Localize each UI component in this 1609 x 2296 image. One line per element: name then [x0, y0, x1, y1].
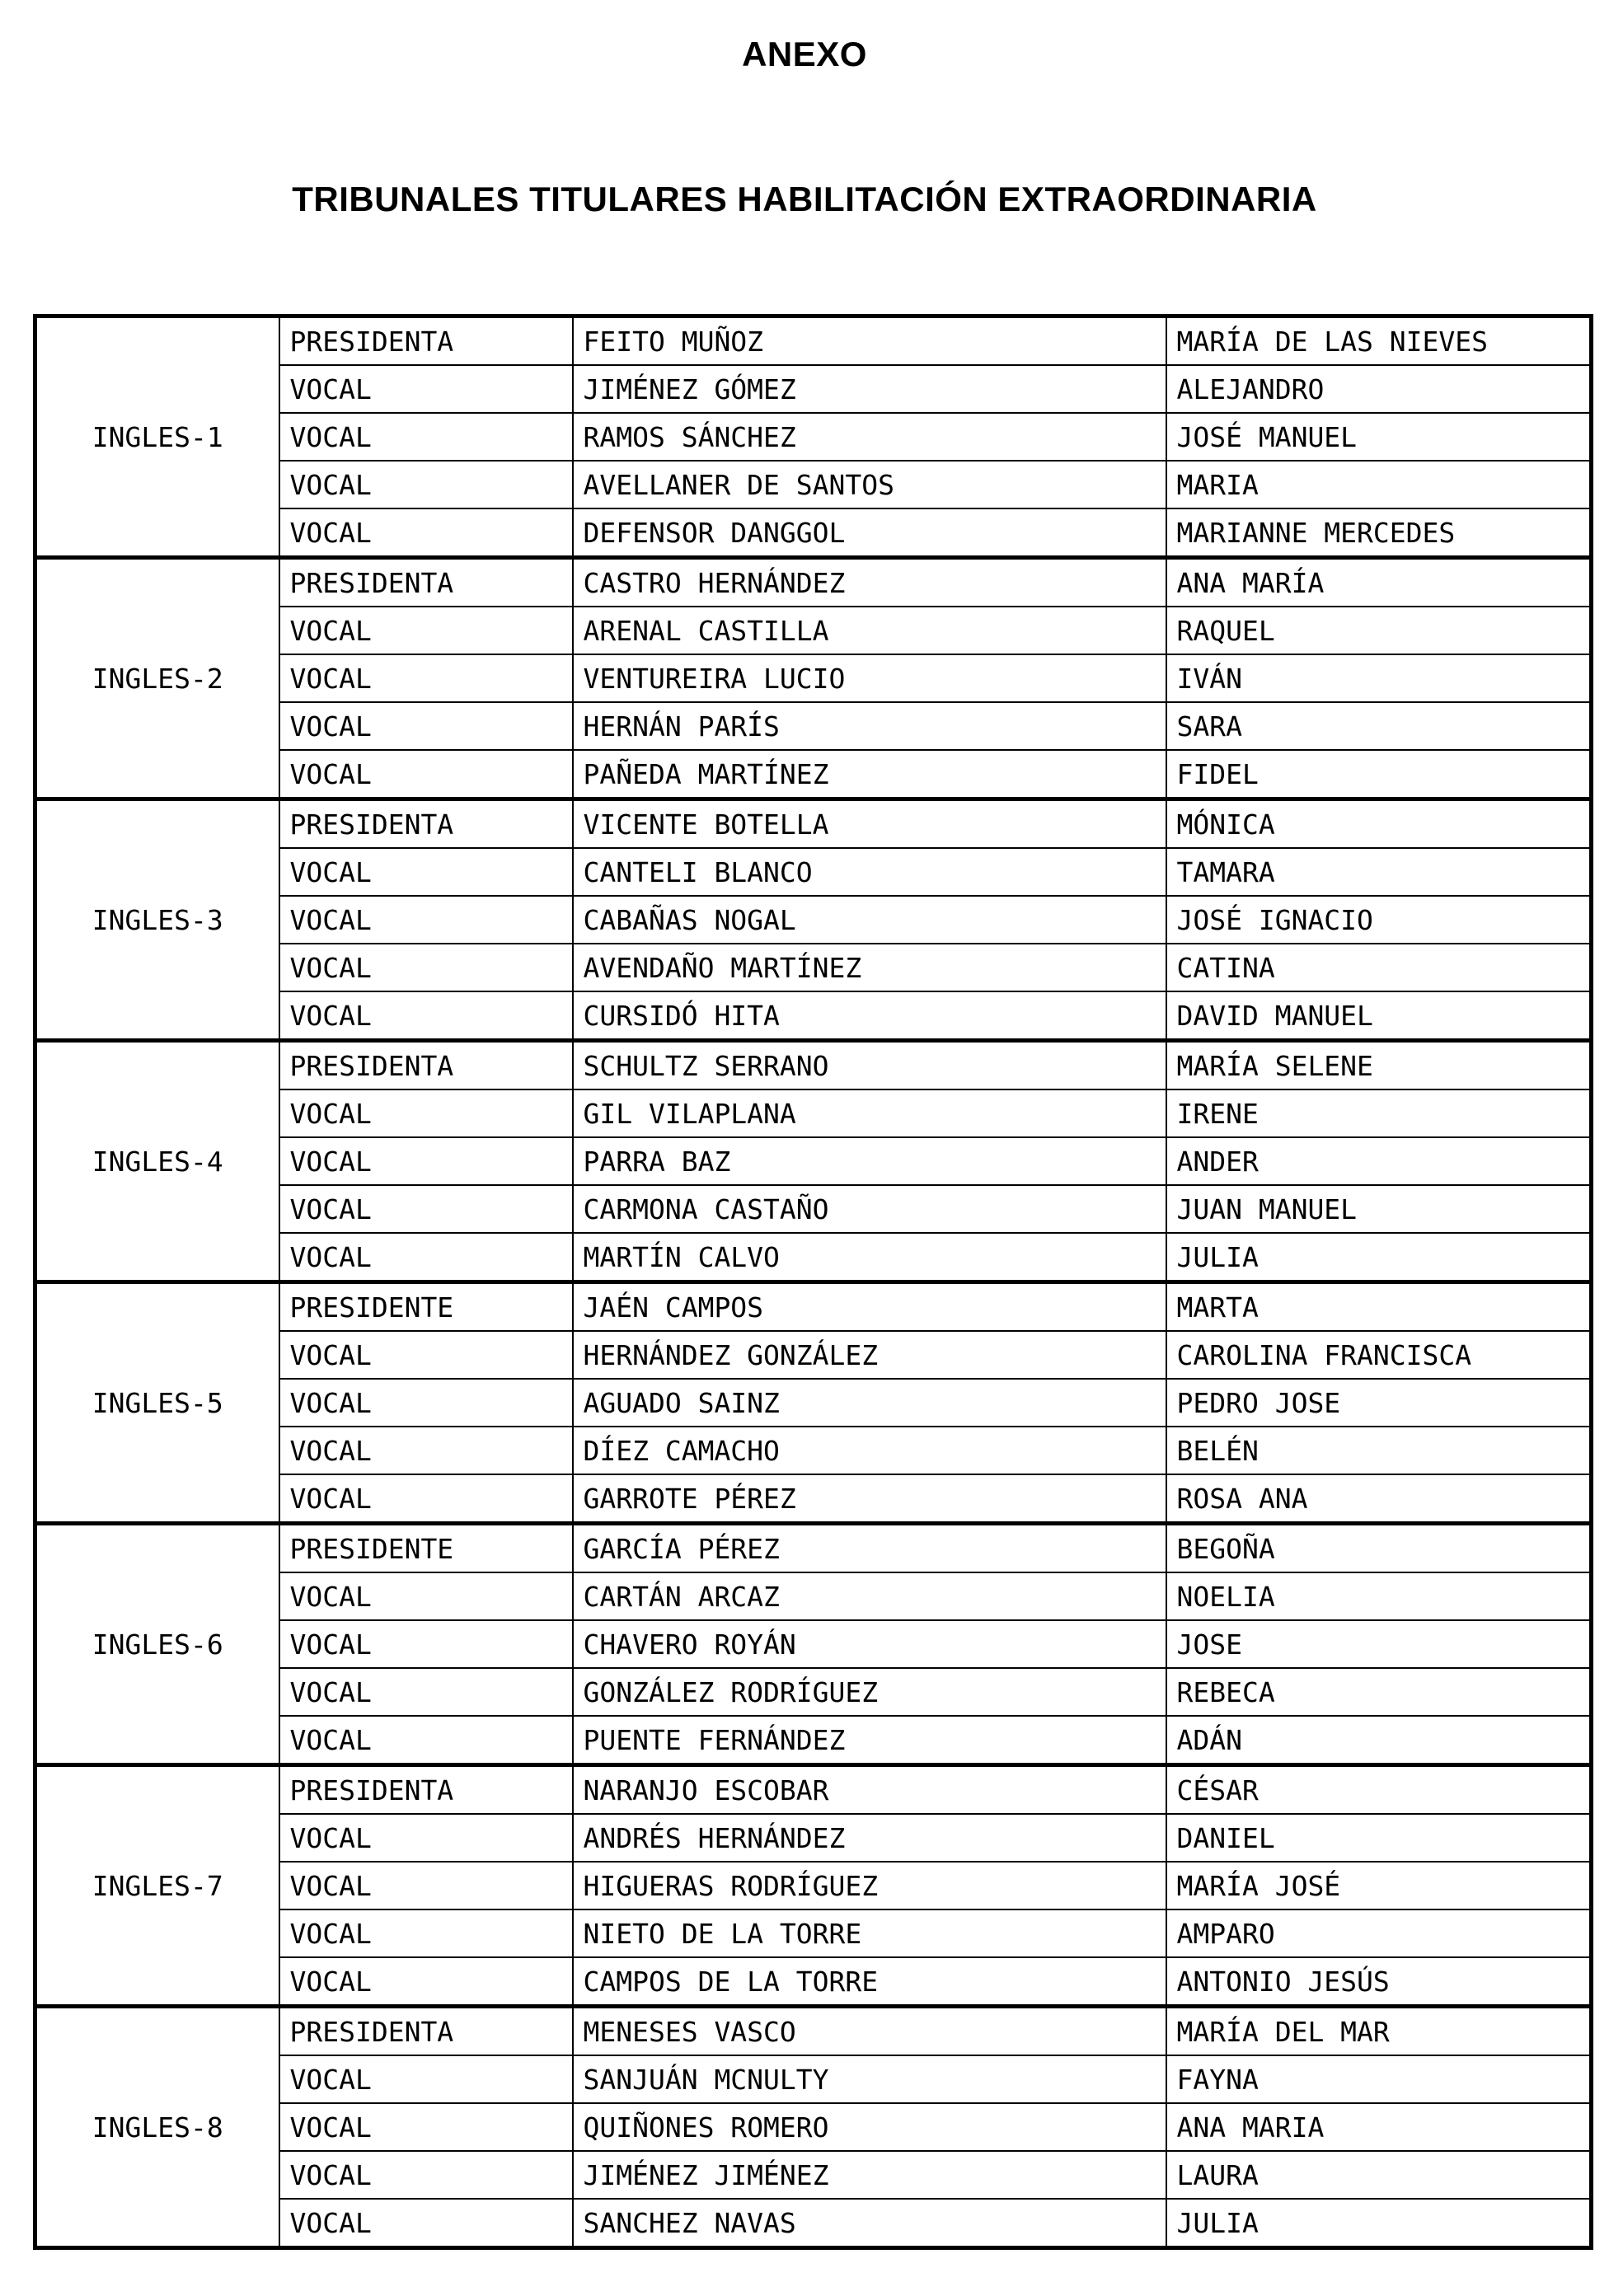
surname-cell: CARTÁN ARCAZ	[573, 1572, 1166, 1620]
firstname-cell: BELÉN	[1166, 1427, 1592, 1474]
firstname-cell: MARÍA JOSÉ	[1166, 1862, 1592, 1909]
page-title: ANEXO	[742, 35, 867, 73]
firstname-cell: NOELIA	[1166, 1572, 1592, 1620]
surname-cell: AVELLANER DE SANTOS	[573, 461, 1166, 508]
table-row	[35, 316, 1592, 366]
surname-cell: AGUADO SAINZ	[573, 1379, 1166, 1427]
page-subtitle: TRIBUNALES TITULARES HABILITACIÓN EXTRAORDINARIA	[292, 180, 1317, 218]
firstname-cell: MARÍA SELENE	[1166, 1041, 1592, 1090]
role-cell: PRESIDENTA	[279, 2007, 573, 2056]
table-row	[35, 2007, 1592, 2056]
group-name-cell: INGLES-6	[35, 1524, 279, 1765]
firstname-cell: REBECA	[1166, 1668, 1592, 1716]
firstname-cell: FAYNA	[1166, 2055, 1592, 2103]
surname-cell: CANTELI BLANCO	[573, 848, 1166, 896]
role-cell: VOCAL	[279, 750, 573, 799]
tribunals-table	[33, 314, 1593, 2250]
table-row	[35, 1282, 1592, 1332]
firstname-cell: JOSÉ MANUEL	[1166, 413, 1592, 461]
role-cell: PRESIDENTE	[279, 1524, 573, 1573]
surname-cell: NARANJO ESCOBAR	[573, 1765, 1166, 1815]
firstname-cell: MARTA	[1166, 1282, 1592, 1332]
surname-cell: MARTÍN CALVO	[573, 1233, 1166, 1282]
firstname-cell: IVÁN	[1166, 654, 1592, 702]
role-cell: VOCAL	[279, 1572, 573, 1620]
role-cell: VOCAL	[279, 991, 573, 1041]
surname-cell: CHAVERO ROYÁN	[573, 1620, 1166, 1668]
role-cell: VOCAL	[279, 607, 573, 654]
surname-cell: GARCÍA PÉREZ	[573, 1524, 1166, 1573]
firstname-cell: JOSÉ IGNACIO	[1166, 896, 1592, 944]
role-cell: VOCAL	[279, 1427, 573, 1474]
firstname-cell: SARA	[1166, 702, 1592, 750]
firstname-cell: JOSE	[1166, 1620, 1592, 1668]
surname-cell: JAÉN CAMPOS	[573, 1282, 1166, 1332]
role-cell: VOCAL	[279, 1957, 573, 2007]
role-cell: VOCAL	[279, 1233, 573, 1282]
group-name-cell: INGLES-8	[35, 2007, 279, 2248]
role-cell: VOCAL	[279, 2151, 573, 2199]
firstname-cell: ANTONIO JESÚS	[1166, 1957, 1592, 2007]
firstname-cell: MÓNICA	[1166, 799, 1592, 849]
surname-cell: GIL VILAPLANA	[573, 1089, 1166, 1137]
surname-cell: CASTRO HERNÁNDEZ	[573, 558, 1166, 607]
surname-cell: FEITO MUÑOZ	[573, 316, 1166, 366]
firstname-cell: PEDRO JOSE	[1166, 1379, 1592, 1427]
surname-cell: MENESES VASCO	[573, 2007, 1166, 2056]
firstname-cell: MARÍA DE LAS NIEVES	[1166, 316, 1592, 366]
role-cell: VOCAL	[279, 654, 573, 702]
role-cell: VOCAL	[279, 1668, 573, 1716]
group-name-cell: INGLES-3	[35, 799, 279, 1041]
firstname-cell: ANA MARÍA	[1166, 558, 1592, 607]
role-cell: VOCAL	[279, 1909, 573, 1957]
firstname-cell: RAQUEL	[1166, 607, 1592, 654]
firstname-cell: ADÁN	[1166, 1716, 1592, 1765]
role-cell: PRESIDENTA	[279, 1041, 573, 1090]
firstname-cell: LAURA	[1166, 2151, 1592, 2199]
role-cell: VOCAL	[279, 365, 573, 413]
group-name-cell: INGLES-1	[35, 316, 279, 558]
firstname-cell: CATINA	[1166, 944, 1592, 991]
surname-cell: DÍEZ CAMACHO	[573, 1427, 1166, 1474]
surname-cell: RAMOS SÁNCHEZ	[573, 413, 1166, 461]
firstname-cell: MARIA	[1166, 461, 1592, 508]
table-row	[35, 1041, 1592, 1090]
surname-cell: DEFENSOR DANGGOL	[573, 508, 1166, 558]
surname-cell: CARMONA CASTAÑO	[573, 1185, 1166, 1233]
role-cell: VOCAL	[279, 702, 573, 750]
group-name-cell: INGLES-2	[35, 558, 279, 799]
role-cell: PRESIDENTA	[279, 558, 573, 607]
surname-cell: ANDRÉS HERNÁNDEZ	[573, 1814, 1166, 1862]
surname-cell: AVENDAÑO MARTÍNEZ	[573, 944, 1166, 991]
firstname-cell: AMPARO	[1166, 1909, 1592, 1957]
surname-cell: VENTUREIRA LUCIO	[573, 654, 1166, 702]
surname-cell: PUENTE FERNÁNDEZ	[573, 1716, 1166, 1765]
table-row	[35, 799, 1592, 849]
role-cell: VOCAL	[279, 896, 573, 944]
firstname-cell: DAVID MANUEL	[1166, 991, 1592, 1041]
firstname-cell: ANA MARIA	[1166, 2103, 1592, 2151]
surname-cell: GONZÁLEZ RODRÍGUEZ	[573, 1668, 1166, 1716]
surname-cell: CAMPOS DE LA TORRE	[573, 1957, 1166, 2007]
surname-cell: PARRA BAZ	[573, 1137, 1166, 1185]
group-name-cell: INGLES-5	[35, 1282, 279, 1524]
group-name-cell: INGLES-4	[35, 1041, 279, 1282]
surname-cell: SANJUÁN MCNULTY	[573, 2055, 1166, 2103]
role-cell: VOCAL	[279, 508, 573, 558]
role-cell: VOCAL	[279, 1331, 573, 1379]
role-cell: VOCAL	[279, 1089, 573, 1137]
role-cell: PRESIDENTA	[279, 799, 573, 849]
firstname-cell: MARIANNE MERCEDES	[1166, 508, 1592, 558]
role-cell: VOCAL	[279, 1474, 573, 1524]
firstname-cell: BEGOÑA	[1166, 1524, 1592, 1573]
group-name-cell: INGLES-7	[35, 1765, 279, 2007]
role-cell: VOCAL	[279, 461, 573, 508]
role-cell: VOCAL	[279, 1862, 573, 1909]
firstname-cell: ALEJANDRO	[1166, 365, 1592, 413]
role-cell: PRESIDENTA	[279, 1765, 573, 1815]
surname-cell: CURSIDÓ HITA	[573, 991, 1166, 1041]
table-row	[35, 1765, 1592, 1815]
firstname-cell: IRENE	[1166, 1089, 1592, 1137]
surname-cell: SCHULTZ SERRANO	[573, 1041, 1166, 1090]
role-cell: VOCAL	[279, 944, 573, 991]
tribunals-table-body	[35, 316, 1592, 2248]
surname-cell: CABAÑAS NOGAL	[573, 896, 1166, 944]
surname-cell: QUIÑONES ROMERO	[573, 2103, 1166, 2151]
firstname-cell: MARÍA DEL MAR	[1166, 2007, 1592, 2056]
surname-cell: VICENTE BOTELLA	[573, 799, 1166, 849]
role-cell: VOCAL	[279, 2103, 573, 2151]
role-cell: VOCAL	[279, 2055, 573, 2103]
surname-cell: SANCHEZ NAVAS	[573, 2199, 1166, 2248]
surname-cell: HERNÁN PARÍS	[573, 702, 1166, 750]
firstname-cell: JUAN MANUEL	[1166, 1185, 1592, 1233]
role-cell: VOCAL	[279, 1137, 573, 1185]
firstname-cell: ROSA ANA	[1166, 1474, 1592, 1524]
firstname-cell: CAROLINA FRANCISCA	[1166, 1331, 1592, 1379]
surname-cell: GARROTE PÉREZ	[573, 1474, 1166, 1524]
firstname-cell: CÉSAR	[1166, 1765, 1592, 1815]
role-cell: VOCAL	[279, 1620, 573, 1668]
table-row	[35, 1524, 1592, 1573]
role-cell: VOCAL	[279, 1716, 573, 1765]
surname-cell: NIETO DE LA TORRE	[573, 1909, 1166, 1957]
role-cell: PRESIDENTE	[279, 1282, 573, 1332]
firstname-cell: FIDEL	[1166, 750, 1592, 799]
firstname-cell: ANDER	[1166, 1137, 1592, 1185]
surname-cell: HERNÁNDEZ GONZÁLEZ	[573, 1331, 1166, 1379]
role-cell: PRESIDENTA	[279, 316, 573, 366]
role-cell: VOCAL	[279, 848, 573, 896]
firstname-cell: JULIA	[1166, 1233, 1592, 1282]
firstname-cell: DANIEL	[1166, 1814, 1592, 1862]
table-row	[35, 558, 1592, 607]
surname-cell: JIMÉNEZ GÓMEZ	[573, 365, 1166, 413]
role-cell: VOCAL	[279, 2199, 573, 2248]
role-cell: VOCAL	[279, 1185, 573, 1233]
role-cell: VOCAL	[279, 413, 573, 461]
surname-cell: JIMÉNEZ JIMÉNEZ	[573, 2151, 1166, 2199]
surname-cell: PAÑEDA MARTÍNEZ	[573, 750, 1166, 799]
firstname-cell: JULIA	[1166, 2199, 1592, 2248]
role-cell: VOCAL	[279, 1379, 573, 1427]
surname-cell: ARENAL CASTILLA	[573, 607, 1166, 654]
firstname-cell: TAMARA	[1166, 848, 1592, 896]
role-cell: VOCAL	[279, 1814, 573, 1862]
surname-cell: HIGUERAS RODRÍGUEZ	[573, 1862, 1166, 1909]
